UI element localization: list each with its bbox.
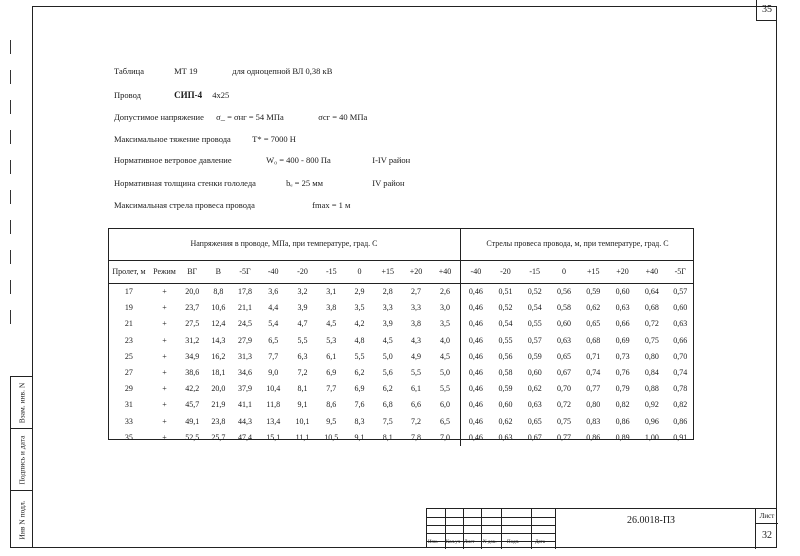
col-header-stress: -15	[317, 261, 345, 284]
cell-sag: 0,83	[586, 416, 601, 426]
cell-sag: 0,80	[644, 351, 659, 361]
cell-stress: 37,9	[238, 384, 252, 394]
cell-stress: 21,1	[238, 303, 252, 313]
col-header-sag: -5Г	[666, 261, 694, 284]
cell-sag: 0,62	[586, 303, 601, 313]
cell-sag: 0,60	[498, 400, 513, 410]
param-table-row	[114, 66, 332, 76]
cell-stress: 3,5	[440, 319, 451, 329]
cell-sag: 0,76	[615, 368, 630, 378]
cell-stress: 6,0	[440, 400, 451, 410]
param-stress-row	[114, 112, 367, 122]
col-header-stress: -20	[288, 261, 317, 284]
cell-sag: 0,86	[673, 416, 688, 426]
col-header-stress: -5Г	[231, 261, 258, 284]
col-header-mode: Режим	[150, 261, 179, 284]
cell-stress: 12,4	[211, 319, 226, 329]
side-title-strip	[10, 376, 32, 548]
cell-stress: 6,8	[382, 400, 393, 410]
cell-stress: 10,4	[266, 384, 281, 394]
cell-span: 17	[124, 287, 133, 297]
cell-sag: 0,63	[527, 400, 542, 410]
cell-mode: +	[162, 416, 167, 426]
table-column-header-row	[108, 261, 694, 284]
cell-span: 35	[124, 432, 133, 442]
stress-value-2: σсг = 40 МПа	[318, 112, 368, 122]
sag-label: Максимальная стрела провеса провода	[114, 200, 255, 210]
sag-tension-table	[108, 228, 694, 446]
cell-sag: 0,89	[615, 432, 630, 442]
cell-stress: 45,7	[185, 400, 200, 410]
param-tension-row	[114, 134, 296, 144]
cell-sag: 0,69	[615, 335, 630, 345]
cell-sag: 0,92	[644, 400, 659, 410]
cell-sag: 0,82	[673, 400, 688, 410]
table-group-header-row	[108, 228, 694, 261]
cell-sag: 0,74	[673, 368, 688, 378]
cell-sag: 0,60	[615, 287, 630, 297]
cell-stress: 42,2	[185, 384, 200, 394]
cell-mode: +	[162, 368, 167, 378]
cell-stress: 47,4	[238, 432, 252, 442]
cell-stress: 16,2	[211, 351, 226, 361]
cell-stress: 6,2	[382, 384, 393, 394]
table-body	[108, 284, 694, 446]
cell-stress: 9,0	[268, 368, 279, 378]
cell-stress: 5,0	[382, 351, 393, 361]
cell-stress: 3,8	[326, 303, 337, 313]
cell-stress: 5,0	[440, 368, 451, 378]
cell-span: 25	[124, 351, 133, 361]
cell-stress: 8,8	[213, 287, 224, 297]
cell-stress: 5,4	[268, 319, 279, 329]
cell-stress: 5,5	[410, 368, 421, 378]
cell-stress: 4,5	[326, 319, 337, 329]
cell-stress: 5,5	[354, 351, 365, 361]
cell-stress: 52,5	[185, 432, 200, 442]
cell-stress: 3,5	[354, 303, 365, 313]
cell-stress: 3,1	[326, 287, 337, 297]
sheet-label: Лист	[756, 509, 778, 524]
cell-stress: 44,3	[238, 416, 252, 426]
cell-stress: 17,8	[238, 287, 252, 297]
cell-sag: 0,77	[586, 384, 601, 394]
stamp-label: Лист	[464, 540, 475, 545]
title-block-stamp	[426, 508, 777, 548]
cell-stress: 4,9	[410, 351, 421, 361]
cell-stress: 6,3	[297, 351, 308, 361]
stamp-label: Дата	[535, 540, 545, 545]
cell-sag: 0,66	[615, 319, 630, 329]
cell-sag: 0,67	[527, 432, 542, 442]
cell-stress: 4,5	[382, 335, 393, 345]
stamp-label: Изм.	[428, 540, 438, 545]
tension-label: Максимальное тяжение провода	[114, 134, 231, 144]
table-row	[108, 300, 694, 316]
cell-stress: 3,0	[440, 303, 451, 313]
side-cell-signature	[11, 429, 33, 491]
cell-stress: 13,4	[266, 416, 281, 426]
cell-sag: 0,65	[557, 351, 571, 361]
col-header-sag: +20	[608, 261, 637, 284]
cell-stress: 18,1	[211, 368, 226, 378]
cell-stress: 10,5	[324, 432, 339, 442]
cell-span: 21	[124, 319, 133, 329]
cell-stress: 8,6	[326, 400, 337, 410]
col-header-sag: +15	[579, 261, 608, 284]
cell-stress: 5,6	[382, 368, 393, 378]
wire-value: СИП-4	[174, 90, 203, 100]
cell-sag: 0,62	[498, 416, 513, 426]
cell-stress: 9,5	[326, 416, 337, 426]
cell-stress: 6,2	[354, 368, 365, 378]
cell-stress: 27,5	[185, 319, 200, 329]
param-ice-row	[114, 178, 405, 188]
cell-sag: 0,46	[460, 300, 490, 316]
cell-span: 19	[124, 303, 133, 313]
stamp-label: N док.	[483, 540, 497, 545]
cell-sag: 0,58	[557, 303, 571, 313]
cell-sag: 0,59	[586, 287, 601, 297]
col-header-stress: +40	[430, 261, 460, 284]
cell-stress: 2,9	[354, 287, 365, 297]
table-id: МТ 19	[174, 66, 198, 76]
cell-stress: 7,7	[326, 384, 337, 394]
cell-stress: 34,6	[238, 368, 252, 378]
cell-stress: 2,8	[382, 287, 393, 297]
wire-label: Провод	[114, 90, 141, 100]
cell-stress: 4,0	[440, 335, 451, 345]
cell-mode: +	[162, 319, 167, 329]
cell-stress: 5,5	[297, 335, 308, 345]
cell-sag: 0,59	[527, 351, 542, 361]
cell-span: 29	[124, 384, 133, 394]
col-header-stress: В	[205, 261, 231, 284]
cell-stress: 8,1	[382, 432, 393, 442]
side-inv-orig-label: Инв N подл.	[17, 500, 27, 540]
ice-value: bₑ = 25 мм	[286, 178, 323, 188]
cell-sag: 0,52	[498, 303, 513, 313]
cell-stress: 5,5	[440, 384, 451, 394]
cell-stress: 11,1	[295, 432, 310, 442]
tension-value: Т* = 7000 Н	[252, 134, 296, 144]
table-row	[108, 397, 694, 413]
cell-mode: +	[162, 287, 167, 297]
cell-mode: +	[162, 335, 167, 345]
table-row	[108, 284, 694, 301]
cell-stress: 5,3	[326, 335, 337, 345]
cell-stress: 27,9	[238, 335, 252, 345]
wind-value: W₀ = 400 - 800 Па	[266, 155, 331, 165]
cell-stress: 15,1	[266, 432, 281, 442]
cell-stress: 10,6	[211, 303, 226, 313]
cell-sag: 0,56	[498, 351, 513, 361]
cell-stress: 20,0	[211, 384, 226, 394]
cell-sag: 0,66	[673, 335, 688, 345]
stress-label: Допустимое напряжение	[114, 112, 204, 122]
cell-sag: 0,46	[460, 397, 490, 413]
cell-stress: 4,5	[440, 351, 451, 361]
cell-sag: 0,60	[673, 303, 688, 313]
cell-sag: 0,78	[673, 384, 688, 394]
cell-sag: 0,56	[557, 287, 571, 297]
cell-stress: 23,7	[185, 303, 200, 313]
cell-sag: 0,54	[527, 303, 542, 313]
cell-stress: 23,8	[211, 416, 226, 426]
table-row	[108, 381, 694, 397]
table-row	[108, 414, 694, 430]
cell-stress: 7,2	[297, 368, 308, 378]
cell-stress: 6,1	[326, 351, 337, 361]
cell-sag: 0,46	[460, 414, 490, 430]
cell-sag: 0,46	[460, 316, 490, 332]
cell-stress: 20,0	[185, 287, 200, 297]
cell-stress: 6,9	[354, 384, 365, 394]
cell-stress: 3,9	[297, 303, 308, 313]
cell-sag: 0,58	[498, 368, 513, 378]
cell-stress: 31,3	[238, 351, 252, 361]
cell-stress: 9,1	[297, 400, 308, 410]
cell-sag: 0,52	[527, 287, 542, 297]
cell-stress: 31,2	[185, 335, 200, 345]
cell-span: 31	[124, 400, 133, 410]
cell-sag: 0,64	[644, 287, 659, 297]
cell-stress: 14,3	[211, 335, 226, 345]
col-header-stress: ВГ	[179, 261, 205, 284]
cell-stress: 8,1	[297, 384, 308, 394]
cell-sag: 0,54	[498, 319, 513, 329]
cell-stress: 4,4	[268, 303, 279, 313]
stamp-label: Подп.	[507, 540, 520, 545]
group-header-stress: Напряжения в проводе, МПа, при температуре, град. С	[108, 228, 460, 261]
col-header-sag: -15	[520, 261, 549, 284]
cell-sag: 1,00	[644, 432, 659, 442]
cell-mode: +	[162, 351, 167, 361]
cell-sag: 0,46	[460, 365, 490, 381]
cell-stress: 49,1	[185, 416, 200, 426]
cell-stress: 11,8	[266, 400, 281, 410]
cell-sag: 0,82	[615, 400, 630, 410]
side-cell-inv-orig	[11, 491, 33, 549]
cell-sag: 0,86	[615, 416, 630, 426]
sag-value: fmax = 1 м	[312, 200, 351, 210]
cell-sag: 0,91	[673, 432, 688, 442]
cell-sag: 0,55	[498, 335, 513, 345]
cell-stress: 34,9	[185, 351, 200, 361]
table-description: для одноцепной ВЛ 0,38 кВ	[232, 66, 333, 76]
cell-stress: 7,8	[410, 432, 421, 442]
ice-label: Нормативная толщина стенки гололеда	[114, 178, 256, 188]
cell-stress: 41,1	[238, 400, 252, 410]
cell-sag: 0,65	[527, 416, 542, 426]
cell-sag: 0,72	[644, 319, 659, 329]
cell-stress: 3,6	[268, 287, 279, 297]
sheet-box	[755, 509, 778, 549]
cell-sag: 0,88	[644, 384, 659, 394]
cell-sag: 0,63	[615, 303, 630, 313]
cell-stress: 3,3	[382, 303, 393, 313]
col-header-stress: -40	[259, 261, 288, 284]
table-label: Таблица	[114, 66, 144, 76]
cell-stress: 38,6	[185, 368, 200, 378]
sheet-number: 32	[762, 530, 772, 541]
corner-page-number: 35	[756, 0, 777, 21]
cell-stress: 4,7	[297, 319, 308, 329]
side-cell-inv-dup	[11, 377, 33, 429]
col-header-sag: -20	[491, 261, 520, 284]
document-code: 26.0018-ПЗ	[627, 515, 676, 526]
cell-mode: +	[162, 303, 167, 313]
side-signature-label: Подпись и дата	[17, 435, 27, 484]
table-row	[108, 333, 694, 349]
cell-sag: 0,73	[615, 351, 630, 361]
cell-sag: 0,63	[557, 335, 571, 345]
cell-sag: 0,46	[460, 284, 490, 301]
cell-stress: 6,6	[410, 400, 421, 410]
cell-stress: 6,5	[268, 335, 279, 345]
cell-stress: 4,3	[410, 335, 421, 345]
cell-sag: 0,84	[644, 368, 659, 378]
cell-stress: 3,2	[297, 287, 308, 297]
cell-sag: 0,57	[527, 335, 542, 345]
cell-sag: 0,71	[586, 351, 601, 361]
cell-sag: 0,46	[460, 333, 490, 349]
cell-sag: 0,46	[460, 349, 490, 365]
cell-sag: 0,46	[460, 430, 490, 446]
cell-stress: 7,5	[382, 416, 393, 426]
cell-sag: 0,60	[557, 319, 571, 329]
param-wind-row	[114, 155, 410, 165]
col-header-stress: +15	[374, 261, 402, 284]
wire-size: 4х25	[212, 90, 230, 100]
wind-region: I-IV район	[372, 155, 411, 165]
cell-sag: 0,63	[673, 319, 688, 329]
cell-sag: 0,70	[673, 351, 688, 361]
cell-stress: 7,6	[354, 400, 365, 410]
cell-sag: 0,77	[557, 432, 571, 442]
stamp-labels	[427, 539, 555, 548]
cell-sag: 0,68	[586, 335, 601, 345]
cell-sag: 0,57	[673, 287, 688, 297]
cell-sag: 0,51	[498, 287, 513, 297]
side-inv-dup-label: Взам. инв. N	[17, 382, 27, 423]
cell-sag: 0,86	[586, 432, 601, 442]
cell-span: 27	[124, 368, 133, 378]
cell-stress: 4,2	[354, 319, 365, 329]
left-margin-marks	[10, 40, 14, 340]
cell-stress: 2,6	[440, 287, 451, 297]
cell-stress: 7,2	[410, 416, 421, 426]
param-sag-row	[114, 200, 350, 210]
col-header-span: Пролет, м	[108, 261, 150, 284]
cell-stress: 7,7	[268, 351, 279, 361]
cell-sag: 0,65	[586, 319, 601, 329]
group-header-sag: Стрелы провеса провода, м, при температуре, град. С	[460, 228, 694, 261]
cell-sag: 0,62	[527, 384, 542, 394]
col-header-sag: 0	[549, 261, 578, 284]
cell-sag: 0,46	[460, 381, 490, 397]
cell-mode: +	[162, 432, 167, 442]
cell-stress: 7,0	[440, 432, 451, 442]
cell-stress: 6,9	[326, 368, 337, 378]
table-row	[108, 316, 694, 332]
cell-stress: 8,3	[354, 416, 365, 426]
cell-stress: 25,7	[211, 432, 226, 442]
cell-mode: +	[162, 384, 167, 394]
stamp-label: Кол.уч	[446, 540, 461, 545]
col-header-stress: 0	[345, 261, 373, 284]
cell-sag: 0,67	[557, 368, 571, 378]
cell-stress: 9,1	[354, 432, 365, 442]
col-header-sag: +40	[637, 261, 666, 284]
cell-span: 33	[124, 416, 133, 426]
table-row	[108, 430, 694, 446]
cell-sag: 0,79	[615, 384, 630, 394]
cell-mode: +	[162, 400, 167, 410]
cell-stress: 10,1	[295, 416, 310, 426]
cell-stress: 3,8	[410, 319, 421, 329]
stress-value: σ_ = σнг = 54 МПа	[216, 112, 284, 122]
cell-sag: 0,60	[527, 368, 542, 378]
cell-stress: 3,3	[410, 303, 421, 313]
cell-stress: 24,5	[238, 319, 252, 329]
cell-sag: 0,72	[557, 400, 571, 410]
cell-sag: 0,74	[586, 368, 601, 378]
cell-sag: 0,75	[644, 335, 659, 345]
cell-sag: 0,55	[527, 319, 542, 329]
cell-span: 23	[124, 335, 133, 345]
cell-sag: 0,80	[586, 400, 601, 410]
table-row	[108, 365, 694, 381]
col-header-sag: -40	[460, 261, 490, 284]
cell-stress: 4,8	[354, 335, 365, 345]
col-header-stress: +20	[402, 261, 430, 284]
ice-region: IV район	[372, 178, 405, 188]
cell-sag: 0,96	[644, 416, 659, 426]
cell-sag: 0,59	[498, 384, 513, 394]
wind-label: Нормативное ветровое давление	[114, 155, 232, 165]
cell-stress: 3,9	[382, 319, 393, 329]
table-row	[108, 349, 694, 365]
cell-sag: 0,70	[557, 384, 571, 394]
cell-sag: 0,63	[498, 432, 513, 442]
cell-sag: 0,75	[557, 416, 571, 426]
cell-stress: 2,7	[410, 287, 421, 297]
cell-sag: 0,68	[644, 303, 659, 313]
cell-stress: 6,1	[410, 384, 421, 394]
param-wire-row	[114, 90, 229, 100]
cell-stress: 21,9	[211, 400, 226, 410]
cell-stress: 6,5	[440, 416, 451, 426]
